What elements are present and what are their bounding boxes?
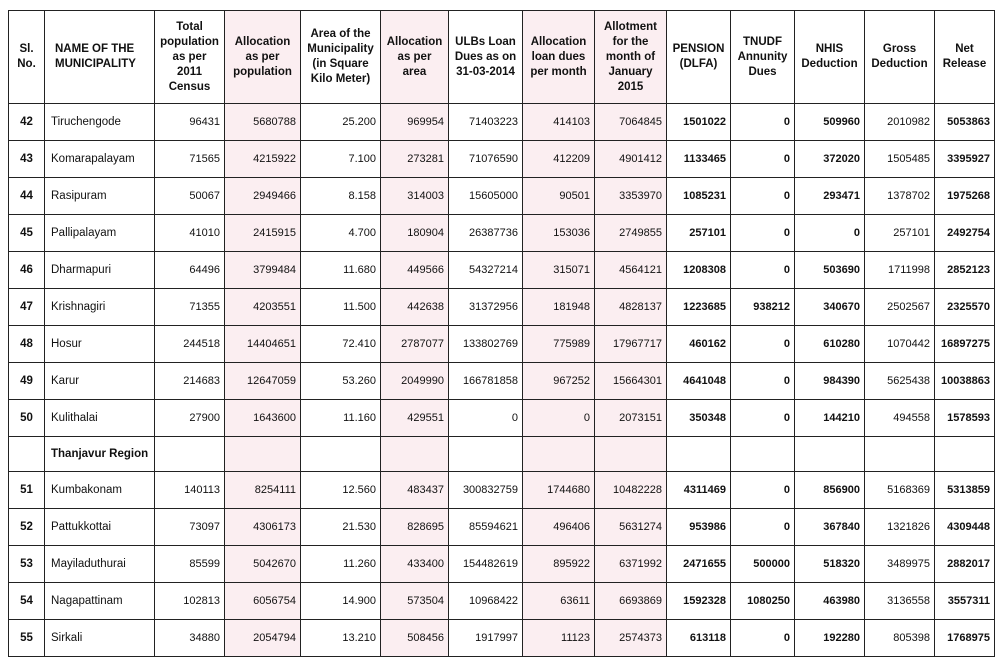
cell-net: 10038863	[935, 363, 995, 400]
cell-allotment: 15664301	[595, 363, 667, 400]
cell-alloc-area: 2787077	[381, 326, 449, 363]
cell-ulb-loan: 15605000	[449, 178, 523, 215]
cell-loan-month: 63611	[523, 583, 595, 620]
cell-tnudf: 1080250	[731, 583, 795, 620]
cell-name: Pallipalayam	[45, 215, 155, 252]
cell-gross: 3136558	[865, 583, 935, 620]
cell-name: Rasipuram	[45, 178, 155, 215]
table-row	[9, 141, 995, 178]
cell-net: 3557311	[935, 583, 995, 620]
cell-name: Nagapattinam	[45, 583, 155, 620]
cell-name: Hosur	[45, 326, 155, 363]
cell-sl: 48	[9, 326, 45, 363]
cell-gross	[865, 437, 935, 472]
cell-alloc-area: 442638	[381, 289, 449, 326]
municipality-allocation-table	[8, 10, 995, 657]
table-row	[9, 400, 995, 437]
cell-population: 140113	[155, 472, 225, 509]
cell-loan-month: 181948	[523, 289, 595, 326]
cell-name: Dharmapuri	[45, 252, 155, 289]
cell-gross: 494558	[865, 400, 935, 437]
cell-net: 4309448	[935, 509, 995, 546]
cell-sl: 52	[9, 509, 45, 546]
cell-sl: 43	[9, 141, 45, 178]
cell-area: 11.500	[301, 289, 381, 326]
cell-allotment: 2574373	[595, 620, 667, 657]
cell-ulb-loan	[449, 437, 523, 472]
cell-area: 7.100	[301, 141, 381, 178]
cell-nhis: 984390	[795, 363, 865, 400]
cell-gross: 1070442	[865, 326, 935, 363]
cell-area: 25.200	[301, 104, 381, 141]
cell-pension: 2471655	[667, 546, 731, 583]
cell-ulb-loan: 26387736	[449, 215, 523, 252]
cell-gross: 1711998	[865, 252, 935, 289]
cell-nhis: 0	[795, 215, 865, 252]
cell-area: 4.700	[301, 215, 381, 252]
cell-area	[301, 437, 381, 472]
cell-alloc-population: 4306173	[225, 509, 301, 546]
cell-alloc-area: 433400	[381, 546, 449, 583]
cell-allotment: 4828137	[595, 289, 667, 326]
cell-name: Sirkali	[45, 620, 155, 657]
cell-alloc-area: 273281	[381, 141, 449, 178]
cell-loan-month: 412209	[523, 141, 595, 178]
cell-population: 41010	[155, 215, 225, 252]
cell-loan-month	[523, 437, 595, 472]
cell-sl: 42	[9, 104, 45, 141]
column-header-net-release: Net Release	[935, 11, 995, 104]
table-row	[9, 546, 995, 583]
cell-name: Mayiladuthurai	[45, 546, 155, 583]
cell-tnudf: 0	[731, 252, 795, 289]
cell-sl: 54	[9, 583, 45, 620]
cell-name: Pattukkottai	[45, 509, 155, 546]
cell-pension: 1133465	[667, 141, 731, 178]
cell-sl: 49	[9, 363, 45, 400]
cell-net: 2325570	[935, 289, 995, 326]
cell-population: 214683	[155, 363, 225, 400]
cell-net: 5313859	[935, 472, 995, 509]
table-header	[9, 11, 995, 104]
column-header-allocation-area: Allocation as per area	[381, 11, 449, 104]
cell-alloc-area: 2049990	[381, 363, 449, 400]
cell-gross: 1321826	[865, 509, 935, 546]
cell-name: Tiruchengode	[45, 104, 155, 141]
column-header-total-population: Total population as per 2011 Census	[155, 11, 225, 104]
cell-ulb-loan: 71076590	[449, 141, 523, 178]
cell-alloc-population: 8254111	[225, 472, 301, 509]
cell-population: 71565	[155, 141, 225, 178]
cell-alloc-area: 314003	[381, 178, 449, 215]
cell-sl: 55	[9, 620, 45, 657]
cell-alloc-population: 1643600	[225, 400, 301, 437]
cell-tnudf	[731, 437, 795, 472]
cell-tnudf: 0	[731, 141, 795, 178]
cell-population: 34880	[155, 620, 225, 657]
cell-alloc-area: 483437	[381, 472, 449, 509]
header-row	[9, 11, 995, 104]
allocation-sheet	[8, 10, 994, 657]
cell-name: Krishnagiri	[45, 289, 155, 326]
cell-allotment: 7064845	[595, 104, 667, 141]
column-header-municipality: NAME OF THE MUNICIPALITY	[45, 11, 155, 104]
cell-loan-month: 0	[523, 400, 595, 437]
cell-pension: 460162	[667, 326, 731, 363]
cell-sl: 46	[9, 252, 45, 289]
cell-net: 1768975	[935, 620, 995, 657]
cell-alloc-population: 2949466	[225, 178, 301, 215]
cell-name: Karur	[45, 363, 155, 400]
column-header-allotment: Allotment for the month of January 2015	[595, 11, 667, 104]
cell-gross: 5168369	[865, 472, 935, 509]
cell-loan-month: 895922	[523, 546, 595, 583]
cell-nhis: 340670	[795, 289, 865, 326]
cell-ulb-loan: 10968422	[449, 583, 523, 620]
cell-population: 50067	[155, 178, 225, 215]
cell-loan-month: 414103	[523, 104, 595, 141]
cell-gross: 1505485	[865, 141, 935, 178]
cell-area: 11.260	[301, 546, 381, 583]
column-header-pension: PENSION (DLFA)	[667, 11, 731, 104]
cell-alloc-population: 12647059	[225, 363, 301, 400]
cell-alloc-population: 6056754	[225, 583, 301, 620]
cell-alloc-population: 4215922	[225, 141, 301, 178]
cell-ulb-loan: 31372956	[449, 289, 523, 326]
cell-loan-month: 775989	[523, 326, 595, 363]
cell-net: 2852123	[935, 252, 995, 289]
region-header-row	[9, 437, 995, 472]
cell-pension: 350348	[667, 400, 731, 437]
cell-sl	[9, 437, 45, 472]
cell-nhis: 518320	[795, 546, 865, 583]
cell-area: 72.410	[301, 326, 381, 363]
cell-nhis: 372020	[795, 141, 865, 178]
cell-sl: 44	[9, 178, 45, 215]
column-header-nhis: NHIS Deduction	[795, 11, 865, 104]
cell-tnudf: 0	[731, 326, 795, 363]
cell-allotment: 17967717	[595, 326, 667, 363]
cell-tnudf: 0	[731, 472, 795, 509]
table-row	[9, 215, 995, 252]
cell-pension: 953986	[667, 509, 731, 546]
cell-name: Thanjavur Region	[45, 437, 155, 472]
cell-net: 1975268	[935, 178, 995, 215]
cell-population: 102813	[155, 583, 225, 620]
cell-ulb-loan: 154482619	[449, 546, 523, 583]
cell-gross: 257101	[865, 215, 935, 252]
cell-alloc-area	[381, 437, 449, 472]
table-body	[9, 104, 995, 657]
cell-allotment: 6693869	[595, 583, 667, 620]
cell-name: Kulithalai	[45, 400, 155, 437]
table-row	[9, 363, 995, 400]
cell-alloc-area: 828695	[381, 509, 449, 546]
cell-ulb-loan: 300832759	[449, 472, 523, 509]
cell-name: Komarapalayam	[45, 141, 155, 178]
cell-population: 73097	[155, 509, 225, 546]
cell-nhis: 192280	[795, 620, 865, 657]
cell-tnudf: 938212	[731, 289, 795, 326]
cell-alloc-population: 3799484	[225, 252, 301, 289]
cell-loan-month: 90501	[523, 178, 595, 215]
cell-allotment: 10482228	[595, 472, 667, 509]
cell-population: 64496	[155, 252, 225, 289]
cell-nhis: 144210	[795, 400, 865, 437]
cell-tnudf: 0	[731, 509, 795, 546]
column-header-gross-deduction: Gross Deduction	[865, 11, 935, 104]
cell-nhis: 509960	[795, 104, 865, 141]
cell-loan-month: 153036	[523, 215, 595, 252]
cell-alloc-population: 2054794	[225, 620, 301, 657]
cell-alloc-area: 573504	[381, 583, 449, 620]
cell-area: 21.530	[301, 509, 381, 546]
cell-sl: 53	[9, 546, 45, 583]
cell-population: 96431	[155, 104, 225, 141]
cell-gross: 1378702	[865, 178, 935, 215]
cell-loan-month: 315071	[523, 252, 595, 289]
cell-pension: 1208308	[667, 252, 731, 289]
cell-gross: 2010982	[865, 104, 935, 141]
cell-pension: 1592328	[667, 583, 731, 620]
cell-area: 53.260	[301, 363, 381, 400]
cell-alloc-population: 5680788	[225, 104, 301, 141]
cell-sl: 51	[9, 472, 45, 509]
cell-population: 71355	[155, 289, 225, 326]
cell-alloc-population: 4203551	[225, 289, 301, 326]
cell-allotment: 5631274	[595, 509, 667, 546]
cell-alloc-area: 429551	[381, 400, 449, 437]
table-row	[9, 289, 995, 326]
cell-area: 11.680	[301, 252, 381, 289]
cell-alloc-area: 449566	[381, 252, 449, 289]
column-header-tnudf: TNUDF Annunity Dues	[731, 11, 795, 104]
cell-pension: 1085231	[667, 178, 731, 215]
column-header-sl-no: Sl. No.	[9, 11, 45, 104]
cell-nhis: 610280	[795, 326, 865, 363]
cell-pension: 1501022	[667, 104, 731, 141]
cell-sl: 50	[9, 400, 45, 437]
cell-name: Kumbakonam	[45, 472, 155, 509]
cell-allotment: 3353970	[595, 178, 667, 215]
cell-alloc-population: 5042670	[225, 546, 301, 583]
cell-area: 13.210	[301, 620, 381, 657]
cell-nhis: 503690	[795, 252, 865, 289]
cell-net	[935, 437, 995, 472]
cell-net: 2882017	[935, 546, 995, 583]
cell-alloc-population: 14404651	[225, 326, 301, 363]
cell-allotment: 2073151	[595, 400, 667, 437]
cell-loan-month: 496406	[523, 509, 595, 546]
cell-allotment	[595, 437, 667, 472]
column-header-area: Area of the Municipality (in Square Kilo Meter)	[301, 11, 381, 104]
cell-population	[155, 437, 225, 472]
cell-net: 1578593	[935, 400, 995, 437]
cell-ulb-loan: 0	[449, 400, 523, 437]
table-row	[9, 509, 995, 546]
table-row	[9, 104, 995, 141]
cell-loan-month: 1744680	[523, 472, 595, 509]
table-row	[9, 178, 995, 215]
table-row	[9, 326, 995, 363]
cell-ulb-loan: 54327214	[449, 252, 523, 289]
cell-alloc-population	[225, 437, 301, 472]
cell-population: 27900	[155, 400, 225, 437]
cell-tnudf: 0	[731, 620, 795, 657]
cell-alloc-area: 969954	[381, 104, 449, 141]
cell-pension: 1223685	[667, 289, 731, 326]
cell-alloc-area: 508456	[381, 620, 449, 657]
cell-ulb-loan: 85594621	[449, 509, 523, 546]
cell-pension: 4641048	[667, 363, 731, 400]
table-row	[9, 252, 995, 289]
cell-tnudf: 0	[731, 363, 795, 400]
cell-area: 8.158	[301, 178, 381, 215]
cell-gross: 2502567	[865, 289, 935, 326]
cell-allotment: 4564121	[595, 252, 667, 289]
cell-ulb-loan: 1917997	[449, 620, 523, 657]
cell-alloc-area: 180904	[381, 215, 449, 252]
cell-loan-month: 11123	[523, 620, 595, 657]
cell-area: 11.160	[301, 400, 381, 437]
cell-nhis	[795, 437, 865, 472]
cell-ulb-loan: 71403223	[449, 104, 523, 141]
cell-nhis: 367840	[795, 509, 865, 546]
cell-area: 12.560	[301, 472, 381, 509]
cell-alloc-population: 2415915	[225, 215, 301, 252]
cell-net: 5053863	[935, 104, 995, 141]
cell-area: 14.900	[301, 583, 381, 620]
cell-allotment: 4901412	[595, 141, 667, 178]
cell-tnudf: 0	[731, 104, 795, 141]
cell-net: 2492754	[935, 215, 995, 252]
table-row	[9, 620, 995, 657]
cell-nhis: 463980	[795, 583, 865, 620]
cell-pension: 4311469	[667, 472, 731, 509]
cell-nhis: 856900	[795, 472, 865, 509]
column-header-loan-dues-month: Allocation loan dues per month	[523, 11, 595, 104]
cell-population: 85599	[155, 546, 225, 583]
cell-allotment: 6371992	[595, 546, 667, 583]
cell-nhis: 293471	[795, 178, 865, 215]
cell-sl: 47	[9, 289, 45, 326]
cell-ulb-loan: 133802769	[449, 326, 523, 363]
cell-pension: 613118	[667, 620, 731, 657]
table-row	[9, 472, 995, 509]
cell-population: 244518	[155, 326, 225, 363]
cell-sl: 45	[9, 215, 45, 252]
cell-gross: 5625438	[865, 363, 935, 400]
cell-gross: 805398	[865, 620, 935, 657]
cell-tnudf: 0	[731, 178, 795, 215]
column-header-allocation-population: Allocation as per population	[225, 11, 301, 104]
cell-tnudf: 500000	[731, 546, 795, 583]
cell-pension	[667, 437, 731, 472]
cell-net: 16897275	[935, 326, 995, 363]
cell-tnudf: 0	[731, 400, 795, 437]
cell-gross: 3489975	[865, 546, 935, 583]
table-row	[9, 583, 995, 620]
cell-pension: 257101	[667, 215, 731, 252]
cell-allotment: 2749855	[595, 215, 667, 252]
cell-loan-month: 967252	[523, 363, 595, 400]
cell-tnudf: 0	[731, 215, 795, 252]
cell-ulb-loan: 166781858	[449, 363, 523, 400]
column-header-ulb-loan-dues: ULBs Loan Dues as on 31-03-2014	[449, 11, 523, 104]
cell-net: 3395927	[935, 141, 995, 178]
